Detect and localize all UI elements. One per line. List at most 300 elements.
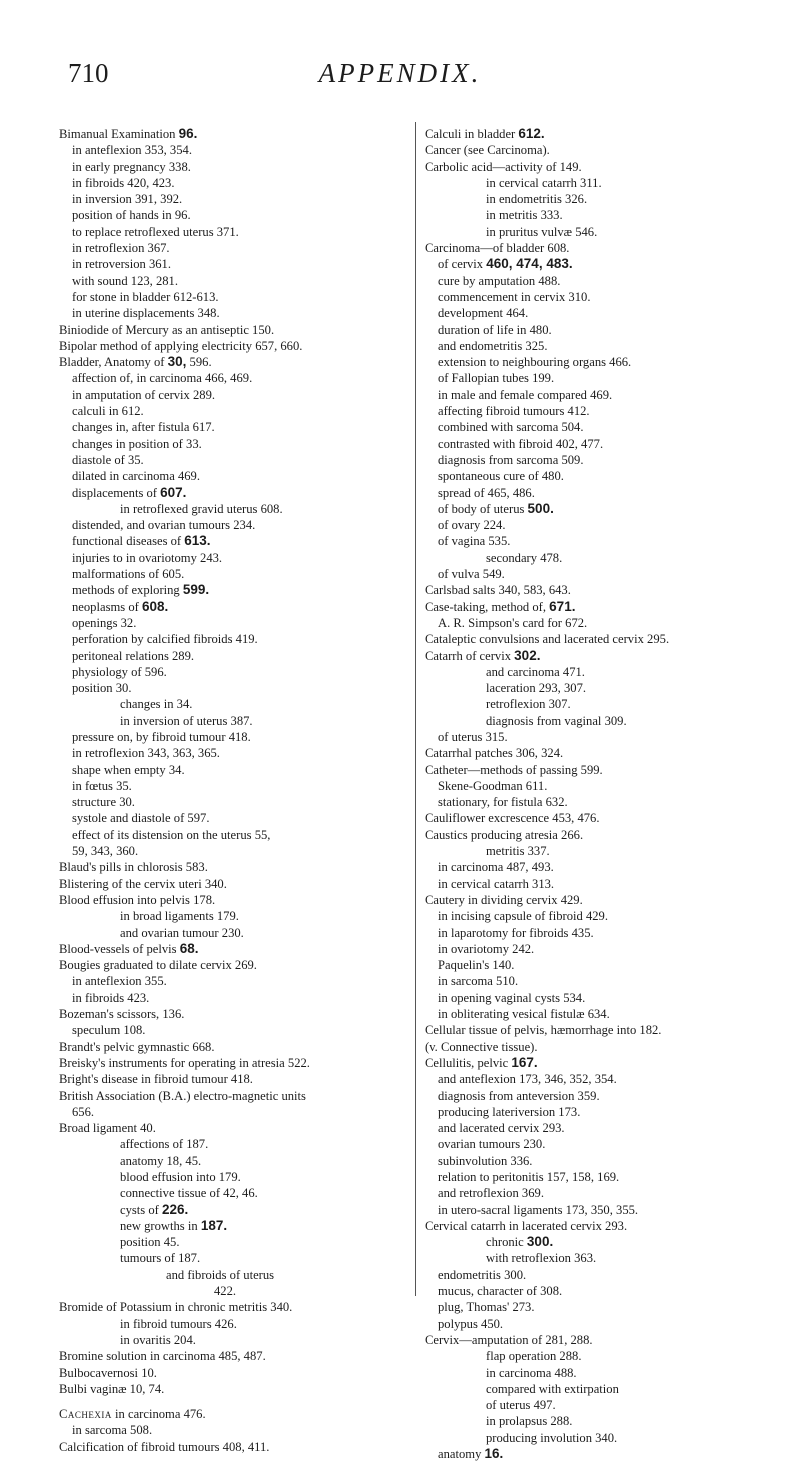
- index-entry: [425, 827, 785, 843]
- index-entry-text: Carbolic acid—activity of 149.: [425, 159, 582, 174]
- index-entry-text: in retroflexion 343, 363, 365.: [72, 746, 220, 761]
- index-entry-text: in amputation of cervix 289.: [72, 387, 216, 402]
- index-entry-text: tumours of 187.: [120, 1251, 201, 1266]
- index-entry: [59, 1218, 407, 1234]
- index-entry: [59, 1022, 407, 1038]
- index-entry-text: Case-taking, method of,: [425, 599, 550, 614]
- index-entry-text: Cautery in dividing cervix 429.: [425, 892, 583, 907]
- index-entry-text: injuries to in ovariotomy 243.: [72, 550, 223, 565]
- index-entry: [425, 810, 785, 826]
- index-entry-text: Calculi in bladder: [425, 127, 519, 141]
- index-entry-text: in laparotomy for fibroids 435.: [438, 925, 594, 940]
- index-entry: [425, 1413, 785, 1429]
- index-entry-text: position of hands in 96.: [72, 208, 191, 223]
- index-entry-text: in ovariotomy 242.: [438, 941, 535, 956]
- index-entry: [425, 1153, 785, 1169]
- index-entry-text: and carcinoma 471.: [486, 664, 585, 679]
- index-entry: [425, 713, 785, 729]
- index-entry: [425, 468, 785, 484]
- index-entry: [425, 762, 785, 778]
- index-entry-text: Bipolar method of applying electricity 657, 660.: [59, 338, 303, 353]
- index-entry-text: Blistering of the cervix uteri 340.: [59, 876, 227, 891]
- index-entry-text: and fibroids of uterus: [166, 1267, 275, 1282]
- index-entry: [59, 566, 407, 582]
- index-entry-text: in anteflexion 355.: [72, 974, 167, 989]
- index-entry-text: in prolapsus 288.: [486, 1414, 573, 1429]
- index-entry: [425, 1283, 785, 1299]
- index-entry-text: in uterine displacements 348.: [72, 306, 220, 321]
- index-entry: [59, 159, 407, 175]
- index-entry: [425, 843, 785, 859]
- index-entry: [59, 582, 407, 598]
- index-entry: [59, 1120, 407, 1136]
- index-entry: [59, 289, 407, 305]
- index-entry: [59, 664, 407, 680]
- index-entry: [425, 322, 785, 338]
- index-entry-text: openings 32.: [72, 615, 137, 630]
- index-entry-text: plug, Thomas' 273.: [438, 1300, 535, 1315]
- index-entry-text: position 45.: [120, 1235, 180, 1250]
- index-entry: [425, 990, 785, 1006]
- index-entry: [59, 1406, 407, 1422]
- page-number: 710: [68, 58, 109, 88]
- index-entry: [425, 1055, 785, 1071]
- index-entry-text: compared with extirpation: [486, 1381, 619, 1396]
- index-entry: [59, 370, 407, 386]
- index-entry-text: of cervix: [438, 257, 487, 272]
- index-entry: [425, 680, 785, 696]
- index-entry-text: in utero-sacral ligaments 173, 350, 355.: [438, 1202, 639, 1217]
- index-entry-text: connective tissue of 42, 46.: [120, 1186, 258, 1201]
- index-entry: [425, 517, 785, 533]
- index-entry-text: new growths in: [120, 1218, 201, 1233]
- index-entry-text: polypus 450.: [438, 1316, 504, 1331]
- index-entry-text: of uterus 497.: [486, 1398, 556, 1413]
- index-entry-text: contrasted with fibroid 402, 477.: [438, 436, 604, 451]
- index-entry: [59, 990, 407, 1006]
- index-entry: [425, 566, 785, 582]
- index-entry-text: perforation by calcified fibroids 419.: [72, 632, 258, 647]
- index-entry-text: (v. Connective tissue).: [425, 1039, 538, 1054]
- index-entry: [59, 1348, 407, 1364]
- index-entry: [425, 1348, 785, 1364]
- index-entry: [425, 973, 785, 989]
- index-entry: [59, 1006, 407, 1022]
- index-entry: [425, 1022, 785, 1038]
- index-entry-text: with sound 123, 281.: [72, 273, 179, 288]
- index-entry: [425, 191, 785, 207]
- index-entry-text: in metritis 333.: [486, 208, 563, 223]
- index-entry: [425, 1104, 785, 1120]
- index-entry-text: Biniodide of Mercury as an antiseptic 150.: [59, 322, 275, 337]
- principal-page-reference: 599.: [182, 582, 210, 598]
- index-entry-text: combined with sarcoma 504.: [438, 420, 584, 435]
- index-entry-text: in endometritis 326.: [486, 192, 588, 207]
- index-entry-text: of ovary 224.: [438, 518, 506, 533]
- index-entry: [59, 1299, 407, 1315]
- index-entry-text: affection of, in carcinoma 466, 469.: [72, 371, 253, 386]
- index-entry-text: diagnosis from vaginal 309.: [486, 713, 627, 728]
- index-entry-text: Catarrhal patches 306, 324.: [425, 746, 564, 761]
- index-entry: [59, 126, 407, 142]
- index-entry-text: Cancer (see Carcinoma).: [425, 143, 550, 158]
- column-divider: [415, 122, 416, 1296]
- principal-page-reference: 302.: [514, 647, 541, 663]
- index-entry-text: Cellulitis, pelvic: [425, 1055, 512, 1070]
- index-entry: [59, 468, 407, 484]
- index-entry-text: Cellular tissue of pelvis, hæmorrhage into 182.: [425, 1023, 662, 1038]
- index-entry: [59, 1088, 407, 1104]
- index-entry: [59, 762, 407, 778]
- index-entry: [59, 941, 407, 957]
- principal-page-reference: 500.: [527, 500, 554, 516]
- index-entry-text: blood effusion into 179.: [120, 1170, 241, 1184]
- index-entry: [59, 713, 407, 729]
- index-entry: [59, 142, 407, 158]
- index-entry: [59, 387, 407, 403]
- index-entry-text: duration of life in 480.: [438, 322, 552, 337]
- index-entry-text: endometritis 300.: [438, 1267, 527, 1282]
- index-entry: [425, 1120, 785, 1136]
- index-entry: [59, 452, 407, 468]
- index-entry: [59, 1250, 407, 1266]
- index-entry-text: position 30.: [72, 681, 132, 696]
- index-entry: [425, 159, 785, 175]
- index-entry-text: speculum 108.: [72, 1023, 146, 1038]
- index-entry: [59, 1283, 407, 1299]
- principal-page-reference: 613.: [184, 533, 211, 549]
- index-entry: [425, 1250, 785, 1266]
- index-entry: [425, 403, 785, 419]
- index-entry-text: anatomy 18, 45.: [120, 1153, 202, 1168]
- index-entry: [425, 1332, 785, 1348]
- index-entry-text: Bougies graduated to dilate cervix 269.: [59, 958, 257, 973]
- index-entry: [425, 1006, 785, 1022]
- index-entry-text: diagnosis from anteversion 359.: [438, 1088, 600, 1103]
- index-entry-text: Skene-Goodman 611.: [438, 778, 548, 793]
- index-entry: [59, 745, 407, 761]
- index-entry: [59, 957, 407, 973]
- index-entry-text: subinvolution 336.: [438, 1153, 533, 1168]
- index-entry-text: Blaud's pills in chlorosis 583.: [59, 860, 208, 875]
- index-entry-text: producing lateriversion 173.: [438, 1104, 581, 1119]
- index-entry: [59, 1365, 407, 1381]
- index-entry: [425, 631, 785, 647]
- index-entry: [425, 582, 785, 598]
- index-entry: [59, 1381, 407, 1397]
- index-entry-text: Broad ligament 40.: [59, 1121, 156, 1136]
- index-entry: [59, 729, 407, 745]
- index-entry: [425, 1299, 785, 1315]
- index-entry: [425, 1430, 785, 1446]
- index-entry-text: British Association (B.A.) electro-magnetic units: [59, 1088, 306, 1103]
- principal-page-reference: 226.: [161, 1201, 189, 1217]
- index-entry-text: of Fallopian tubes 199.: [438, 371, 555, 386]
- index-entry-text: extension to neighbouring organs 466.: [438, 355, 632, 370]
- index-entry: [59, 1039, 407, 1055]
- index-entry-text: and endometritis 325.: [438, 338, 548, 353]
- index-entry-text: spontaneous cure of 480.: [438, 469, 564, 484]
- index-entry: [425, 305, 785, 321]
- index-entry: [59, 1071, 407, 1087]
- index-entry: [425, 387, 785, 403]
- index-entry-text: and anteflexion 173, 346, 352, 354.: [438, 1072, 617, 1087]
- index-entry: [425, 224, 785, 240]
- index-entry: [425, 925, 785, 941]
- index-entry-text: A. R. Simpson's card for 672.: [438, 615, 588, 630]
- index-entry: [425, 941, 785, 957]
- index-entry-text: and ovarian tumour 230.: [120, 925, 244, 940]
- index-entry-text: in inversion of uterus 387.: [120, 713, 253, 728]
- index-entry: [425, 1136, 785, 1152]
- index-entry: [59, 1316, 407, 1332]
- index-entry: [59, 1267, 407, 1283]
- index-entry-text: in retroflexed gravid uterus 608.: [120, 501, 283, 516]
- index-entry: [59, 403, 407, 419]
- index-entry-text: Bromide of Potassium in chronic metritis 340.: [59, 1300, 293, 1315]
- index-entry-text: affections of 187.: [120, 1137, 209, 1152]
- index-entry: [59, 925, 407, 941]
- index-entry-text: effect of its distension on the uterus 55,: [72, 827, 271, 842]
- index-entry: [59, 696, 407, 712]
- index-entry: [59, 648, 407, 664]
- index-entry: [59, 354, 407, 370]
- index-entry: [59, 550, 407, 566]
- index-entry-text: secondary 478.: [486, 550, 563, 565]
- running-head: APPENDIX.: [318, 58, 482, 88]
- index-entry: [425, 533, 785, 549]
- index-entry: [59, 224, 407, 240]
- index-entry-text: mucus, character of 308.: [438, 1284, 563, 1299]
- index-entry: [425, 273, 785, 289]
- index-entry-text: in male and female compared 469.: [438, 387, 613, 402]
- index-entry-text: Carcinoma—of bladder 608.: [425, 241, 570, 256]
- index-entry-text: affecting fibroid tumours 412.: [438, 404, 590, 419]
- index-entry-text: Breisky's instruments for operating in atresia 522.: [59, 1055, 310, 1070]
- index-entry: [59, 1055, 407, 1071]
- index-entry-text: chronic: [486, 1235, 527, 1250]
- index-entry: [59, 827, 407, 843]
- index-entry-text: Bladder, Anatomy of: [59, 355, 168, 370]
- index-entry-text: in carcinoma 488.: [486, 1365, 577, 1380]
- index-entry-text: Brandt's pelvic gymnastic 668.: [59, 1039, 215, 1054]
- index-entry: [425, 892, 785, 908]
- index-entry-text: physiology of 596.: [72, 664, 167, 679]
- index-entry-text: Cervix—amputation of 281, 288.: [425, 1332, 593, 1347]
- index-entry: [425, 876, 785, 892]
- index-entry-text: in cervical catarrh 313.: [438, 876, 555, 891]
- index-entry: [59, 1169, 407, 1185]
- index-entry: [59, 305, 407, 321]
- principal-page-reference: 671.: [549, 598, 576, 614]
- index-entry-text: calculi in 612.: [72, 404, 144, 419]
- index-entry-text: of vagina 535.: [438, 534, 511, 549]
- index-entry-text: of uterus 315.: [438, 729, 508, 744]
- index-entry-text: dilated in carcinoma 469.: [72, 469, 200, 484]
- index-entry-text: Caustics producing atresia 266.: [425, 827, 584, 842]
- index-entry: [59, 1136, 407, 1152]
- index-entry: [425, 908, 785, 924]
- index-entry-text: cure by amputation 488.: [438, 273, 561, 288]
- index-entry: [59, 843, 407, 859]
- index-entry: [425, 1446, 785, 1462]
- index-entry: [425, 1234, 785, 1250]
- index-entry: [59, 1153, 407, 1169]
- index-entry-text: in carcinoma 487, 493.: [438, 860, 554, 875]
- index-entry: [59, 908, 407, 924]
- principal-page-reference: 187.: [200, 1217, 228, 1233]
- index-entry: [425, 1039, 785, 1055]
- index-entry-text: distended, and ovarian tumours 234.: [72, 518, 256, 533]
- index-entry: [59, 1234, 407, 1250]
- index-entry-text: neoplasms of: [72, 599, 142, 614]
- index-entry: [59, 876, 407, 892]
- index-entry-text: Blood effusion into pelvis 178.: [59, 892, 216, 907]
- index-entry-text: with retroflexion 363.: [486, 1251, 597, 1266]
- index-entry: [425, 256, 785, 272]
- index-entry-text: in sarcoma 508.: [72, 1423, 153, 1438]
- index-entry-text: systole and diastole of 597.: [72, 811, 210, 826]
- index-entry: [59, 615, 407, 631]
- index-entry: [425, 207, 785, 223]
- index-entry: [59, 191, 407, 207]
- index-entry-text: in sarcoma 510.: [438, 974, 519, 989]
- index-entry: [425, 664, 785, 680]
- index-entry: [59, 501, 407, 517]
- index-entry: [59, 485, 407, 501]
- principal-page-reference: 167.: [511, 1054, 538, 1070]
- index-entry-text: and retroflexion 369.: [438, 1186, 544, 1201]
- index-entry: [59, 859, 407, 875]
- index-heading-word: Cachexia: [59, 1407, 112, 1422]
- index-entry-text: retroflexion 307.: [486, 697, 571, 712]
- index-entry-text: Calcification of fibroid tumours 408, 411.: [59, 1439, 270, 1454]
- index-entry: [59, 778, 407, 794]
- index-entry-text: cysts of: [120, 1202, 162, 1217]
- index-entry-text: shape when empty 34.: [72, 762, 185, 777]
- index-entry: [59, 1185, 407, 1201]
- index-entry-text: of body of uterus: [438, 501, 528, 516]
- index-entry: [59, 256, 407, 272]
- index-entry: [425, 615, 785, 631]
- principal-page-reference: 608.: [141, 598, 169, 614]
- index-entry-text: in retroversion 361.: [72, 257, 171, 272]
- index-entry: [59, 517, 407, 533]
- principal-page-reference: 16.: [484, 1446, 504, 1462]
- index-entry: [59, 599, 407, 615]
- index-entry: [59, 680, 407, 696]
- index-entry: [425, 648, 785, 664]
- index-entry: [425, 289, 785, 305]
- index-entry: [425, 1088, 785, 1104]
- index-entry-text: Cataleptic convulsions and lacerated cervix 295.: [425, 632, 670, 647]
- index-entry: [425, 1185, 785, 1201]
- index-entry: [425, 599, 785, 615]
- index-entry: [59, 810, 407, 826]
- index-entry-text: metritis 337.: [486, 844, 550, 859]
- index-entry-text: Bright's disease in fibroid tumour 418.: [59, 1072, 253, 1087]
- index-entry: [425, 452, 785, 468]
- index-entry: [425, 436, 785, 452]
- index-entry-text: development 464.: [438, 306, 529, 321]
- index-entry-text: in inversion 391, 392.: [72, 192, 183, 207]
- index-entry-text: methods of exploring: [72, 583, 183, 598]
- index-entry: [59, 240, 407, 256]
- index-entry: [59, 1439, 407, 1455]
- index-entry-text: of vulva 549.: [438, 567, 505, 582]
- index-entry: [425, 1397, 785, 1413]
- principal-page-reference: 460, 474, 483.: [486, 256, 573, 272]
- index-entry: [425, 745, 785, 761]
- index-entry-text: in opening vaginal cysts 534.: [438, 990, 586, 1005]
- index-entry-text: Bulbocavernosi 10.: [59, 1365, 157, 1380]
- principal-page-reference: 607.: [160, 484, 187, 500]
- index-entry-text: flap operation 288.: [486, 1349, 582, 1364]
- index-entry-text: Catarrh of cervix: [425, 648, 515, 663]
- index-entry: [425, 240, 785, 256]
- index-entry-text: Bulbi vaginæ 10, 74.: [59, 1381, 165, 1396]
- index-entry: [425, 957, 785, 973]
- index-entry-text: and lacerated cervix 293.: [438, 1121, 565, 1136]
- index-entry-text: to replace retroflexed uterus 371.: [72, 224, 239, 239]
- index-entry-text: anatomy: [438, 1447, 485, 1462]
- index-entry-text: spread of 465, 486.: [438, 485, 535, 500]
- index-entry: [425, 501, 785, 517]
- index-entry-text: changes in 34.: [120, 697, 193, 712]
- page-header: [0, 58, 800, 98]
- index-entry-text: peritoneal relations 289.: [72, 648, 195, 663]
- index-entry: [425, 126, 785, 142]
- index-entry-text: for stone in bladder 612-613.: [72, 289, 219, 304]
- index-entry: [59, 533, 407, 549]
- index-entry-text: diagnosis from sarcoma 509.: [438, 452, 584, 467]
- index-entry: [59, 631, 407, 647]
- index-entry: [425, 859, 785, 875]
- index-entry-text: Bimanual Examination: [59, 127, 179, 141]
- index-entry-text: in broad ligaments 179.: [120, 909, 239, 924]
- index-entry: [59, 1422, 407, 1438]
- index-entry-text: ovarian tumours 230.: [438, 1137, 546, 1152]
- index-entry: [425, 485, 785, 501]
- index-entry-text: malformations of 605.: [72, 567, 185, 582]
- principal-page-reference: 30,: [167, 354, 187, 370]
- index-entry-text: changes in, after fistula 617.: [72, 420, 215, 435]
- index-entry: [425, 370, 785, 386]
- index-entry: [425, 1381, 785, 1397]
- index-entry: [59, 419, 407, 435]
- index-entry-pages: 596.: [186, 355, 212, 370]
- index-entry-text: in fibroids 423.: [72, 990, 150, 1005]
- index-entry: [425, 729, 785, 745]
- principal-page-reference: 300.: [526, 1234, 554, 1250]
- index-entry-text: Blood-vessels of pelvis: [59, 941, 180, 956]
- index-entry: [59, 1332, 407, 1348]
- index-entry-text: in anteflexion 353, 354.: [72, 143, 192, 158]
- index-entry: [59, 175, 407, 191]
- index-entry-text: Bozeman's scissors, 136.: [59, 1007, 185, 1022]
- index-entry: [59, 436, 407, 452]
- index-entry-pages: in carcinoma 476.: [111, 1407, 206, 1422]
- index-entry: [59, 973, 407, 989]
- index-entry-text: changes in position of 33.: [72, 436, 202, 451]
- index-entry-text: 656.: [72, 1104, 95, 1119]
- index-entry: [59, 794, 407, 810]
- index-entry-text: Catheter—methods of passing 599.: [425, 762, 603, 777]
- index-entry-text: pressure on, by fibroid tumour 418.: [72, 729, 251, 744]
- index-column-right: [425, 126, 785, 1462]
- index-entry-text: commencement in cervix 310.: [438, 289, 591, 304]
- index-entry-text: in fibroid tumours 426.: [120, 1316, 237, 1331]
